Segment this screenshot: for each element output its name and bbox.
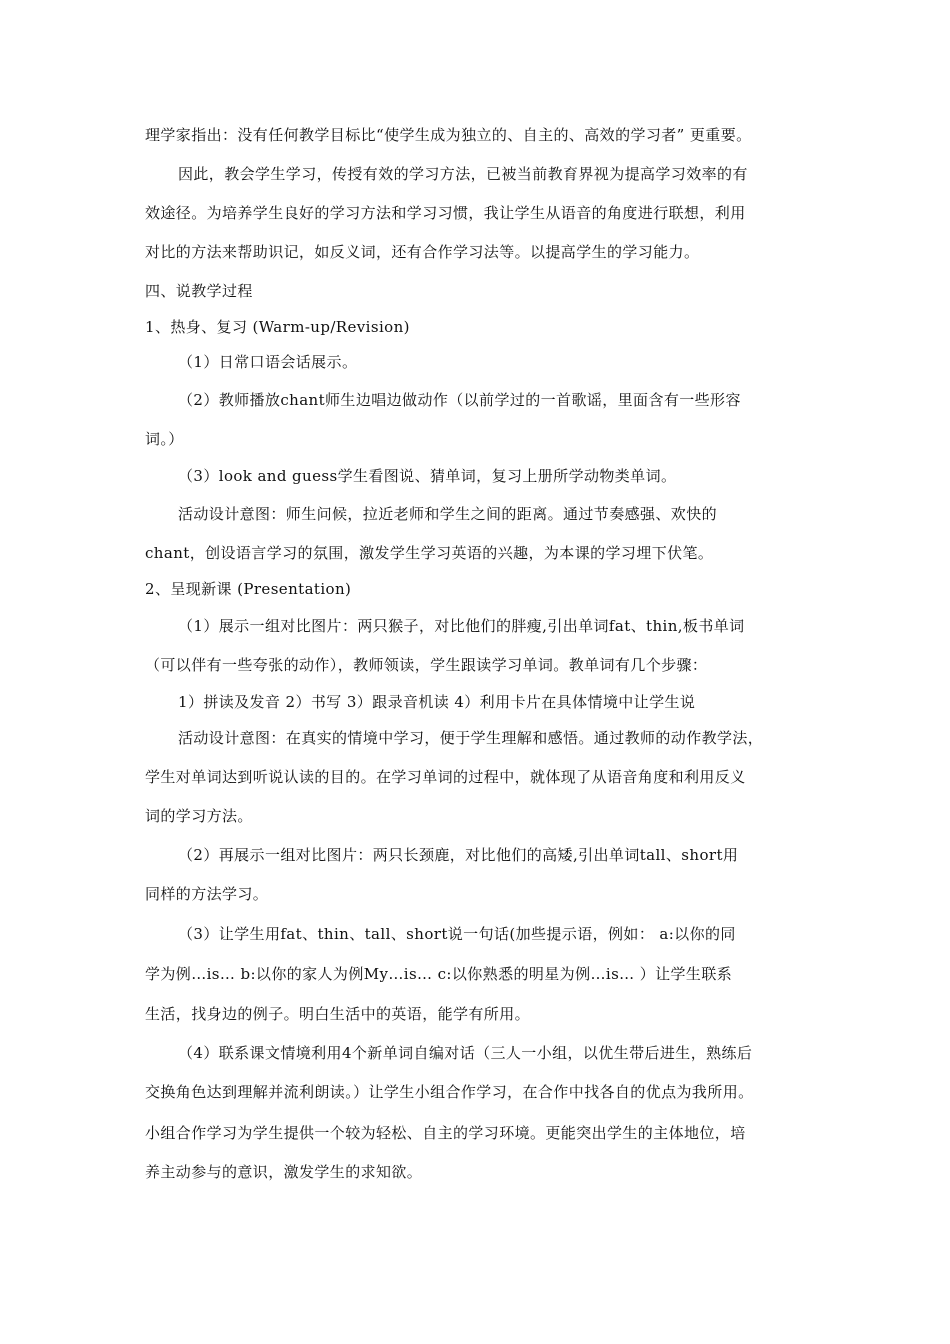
text-line: 词的学习方法。 [145,807,253,825]
text-line: 因此，教会学生学习，传授有效的学习方法，已被当前教育界视为提高学习效率的有 [178,165,748,183]
subsection-heading: 1、热身、复习 (Warm-up/Revision) [145,318,410,336]
text-line: （1）日常口语会话展示。 [178,353,358,371]
text-line: 小组合作学习为学生提供一个较为轻松、自主的学习环境。更能突出学生的主体地位，培 [145,1124,746,1142]
text-line: 同样的方法学习。 [145,885,269,903]
text-line: （1）展示一组对比图片：两只猴子，对比他们的胖瘦,引出单词fat、thin,板书单词 [178,617,745,635]
text-line: 生活，找身边的例子。明白生活中的英语，能学有所用。 [145,1005,531,1023]
text-line: 学为例…is… b:以你的家人为例My…is… c:以你熟悉的明星为例…is… ）让学生联系 [145,965,733,983]
text-line: chant，创设语言学习的氛围，激发学生学习英语的兴趣，为本课的学习埋下伏笔。 [145,544,714,562]
text-line: 1）拼读及发音 2）书写 3）跟录音机读 4）利用卡片在具体情境中让学生说 [178,693,696,711]
text-line: 交换角色达到理解并流利朗读。）让学生小组合作学习，在合作中找各自的优点为我所用。 [145,1083,754,1101]
text-line: 对比的方法来帮助识记，如反义词，还有合作学习法等。以提高学生的学习能力。 [145,243,700,261]
text-line: 活动设计意图：师生问候，拉近老师和学生之间的距离。通过节奏感强、欢快的 [178,505,718,523]
text-line: 理学家指出：没有任何教学目标比“使学生成为独立的、自主的、高效的学习者” 更重要。 [145,126,752,144]
subsection-heading: 2、呈现新课 (Presentation) [145,580,352,598]
text-line: （2）教师播放chant师生边唱边做动作（以前学过的一首歌谣，里面含有一些形容 [178,391,741,409]
text-line: （2）再展示一组对比图片：两只长颈鹿，对比他们的高矮,引出单词tall、short用 [178,846,739,864]
text-line: （3）look and guess学生看图说、猜单词，复习上册所学动物类单词。 [178,467,677,485]
text-line: 效途径。为培养学生良好的学习方法和学习习惯，我让学生从语音的角度进行联想，利用 [145,204,746,222]
text-line: 词。） [145,430,184,448]
text-line: 活动设计意图：在真实的情境中学习，便于学生理解和感悟。通过教师的动作教学法， [178,729,764,747]
text-line: 养主动参与的意识，激发学生的求知欲。 [145,1163,423,1181]
text-line: （可以伴有一些夸张的动作），教师领读，学生跟读学习单词。教单词有几个步骤： [145,656,708,674]
text-line: （3）让学生用fat、thin、tall、short说一句话(加些提示语，例如： a:以你的同 [178,925,736,943]
text-line: （4）联系课文情境利用4个新单词自编对话（三人一小组，以优生带后进生，熟练后 [178,1044,753,1062]
section-heading: 四、说教学过程 [145,282,253,300]
text-line: 学生对单词达到听说认读的目的。在学习单词的过程中，就体现了从语音角度和利用反义 [145,768,746,786]
